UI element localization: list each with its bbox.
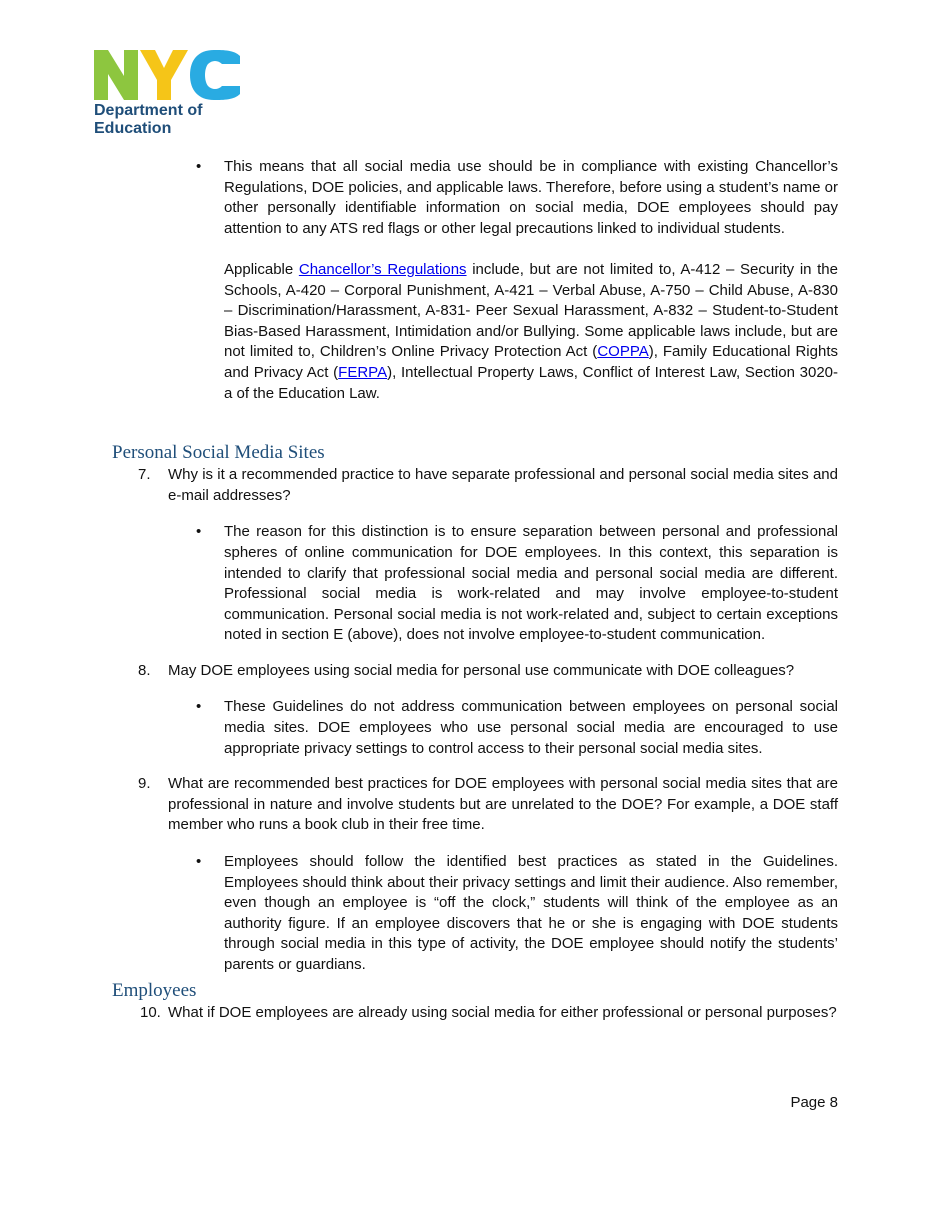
intro-bullet <box>196 157 838 239</box>
question-7 <box>138 465 838 506</box>
logo-line-2: Education <box>94 120 172 137</box>
ferpa-link[interactable]: FERPA <box>338 363 388 381</box>
nyc-logo-icon <box>94 50 240 100</box>
question-number: 8. <box>138 661 151 679</box>
chancellors-regulations-link[interactable]: Chancellor’s Regulations <box>298 260 467 278</box>
applicable-text-2: ), Family Educational Rights and Privacy Act ( <box>224 343 838 381</box>
nyc-doe-logo <box>94 50 240 138</box>
page-number: Page 8 <box>790 1094 838 1111</box>
question-text: What if DOE employees are already using social media for either professional or personal purposes? <box>168 1003 837 1021</box>
question-number: 9. <box>138 775 151 793</box>
bullet-icon: • <box>196 158 202 175</box>
bullet-icon: • <box>196 523 202 541</box>
section-heading-employees: Employees <box>112 979 197 1001</box>
page-content <box>0 157 950 1023</box>
applicable-prefix: Applicable <box>224 260 299 278</box>
applicable-text-1: include, but are not limited to, A-412 – Security in the Schools, A-420 – Corporal Punishment, A-421 – Verbal Abuse, A-750 – Child Abuse, A-830 – Discrimination/Harassment, A-831- Peer Sexual Harassment, A-832 – Student-to-Student Bias-Based Harassment, Intimidation and/or Bullying. Some applicable laws include, but are not limited to, Children’s Online Privacy Protection Act ( <box>224 260 838 361</box>
answer-text: Employees should follow the identified best practices as stated in the Guidelines. Employees should think about their privacy settings and limit their audience. Also remember, even though an employee is “off the clock,” students will think of the employee as an authority figure. If an employee discovers that he or she is engaging with DOE students through social media in this type of activity, the DOE employee should notify the students’ parents or guardians. <box>224 853 838 973</box>
bullet-icon: • <box>196 698 202 716</box>
question-number: 7. <box>138 466 151 484</box>
answer-9 <box>196 852 838 976</box>
answer-text: These Guidelines do not address communication between employees on personal social media sites. DOE employees who use personal social media are encouraged to use appropriate privacy settings to control access to their personal social media sites. <box>224 698 838 757</box>
answer-text: The reason for this distinction is to ensure separation between personal and professional spheres of online communication for DOE employees. In this context, this separation is intended to clarify that professional social media and personal social media are different. Professional social media is work-related and may involve employee-to-student communication. Personal social media is not work-related and, subject to certain exceptions noted in section E (above), does not involve employee-to-student communication. <box>224 523 838 644</box>
question-number: 10. <box>140 1003 161 1021</box>
question-9 <box>138 774 838 836</box>
bullet-icon: • <box>196 853 202 871</box>
section-heading-personal-social-media: Personal Social Media Sites <box>112 442 325 464</box>
answer-8 <box>196 697 838 759</box>
question-text: What are recommended best practices for DOE employees with personal social media sites that are professional in nature and involve students but are unrelated to the DOE? For example, a DOE staff member who runs a book club in their free time. <box>168 775 838 834</box>
question-text: Why is it a recommended practice to have separate professional and personal social media sites and e-mail addresses? <box>168 466 838 504</box>
logo-line-1: Department of <box>94 102 203 119</box>
question-8 <box>138 661 838 682</box>
applicable-paragraph <box>224 260 838 404</box>
answer-7 <box>196 522 838 646</box>
question-text: May DOE employees using social media for personal use communicate with DOE colleagues? <box>168 661 795 679</box>
coppa-link[interactable]: COPPA <box>597 343 649 361</box>
question-10 <box>140 1003 838 1024</box>
intro-bullet-text: This means that all social media use should be in compliance with existing Chancellor’s Regulations, DOE policies, and applicable laws. Therefore, before using a student’s name or other personally identifiable information on social media, DOE employees should pay attention to any ATS red flags or other legal precautions linked to individual students. <box>224 158 838 237</box>
applicable-text-3: ), Intellectual Property Laws, Conflict of Interest Law, Section 3020-a of the Education Law. <box>224 363 839 402</box>
